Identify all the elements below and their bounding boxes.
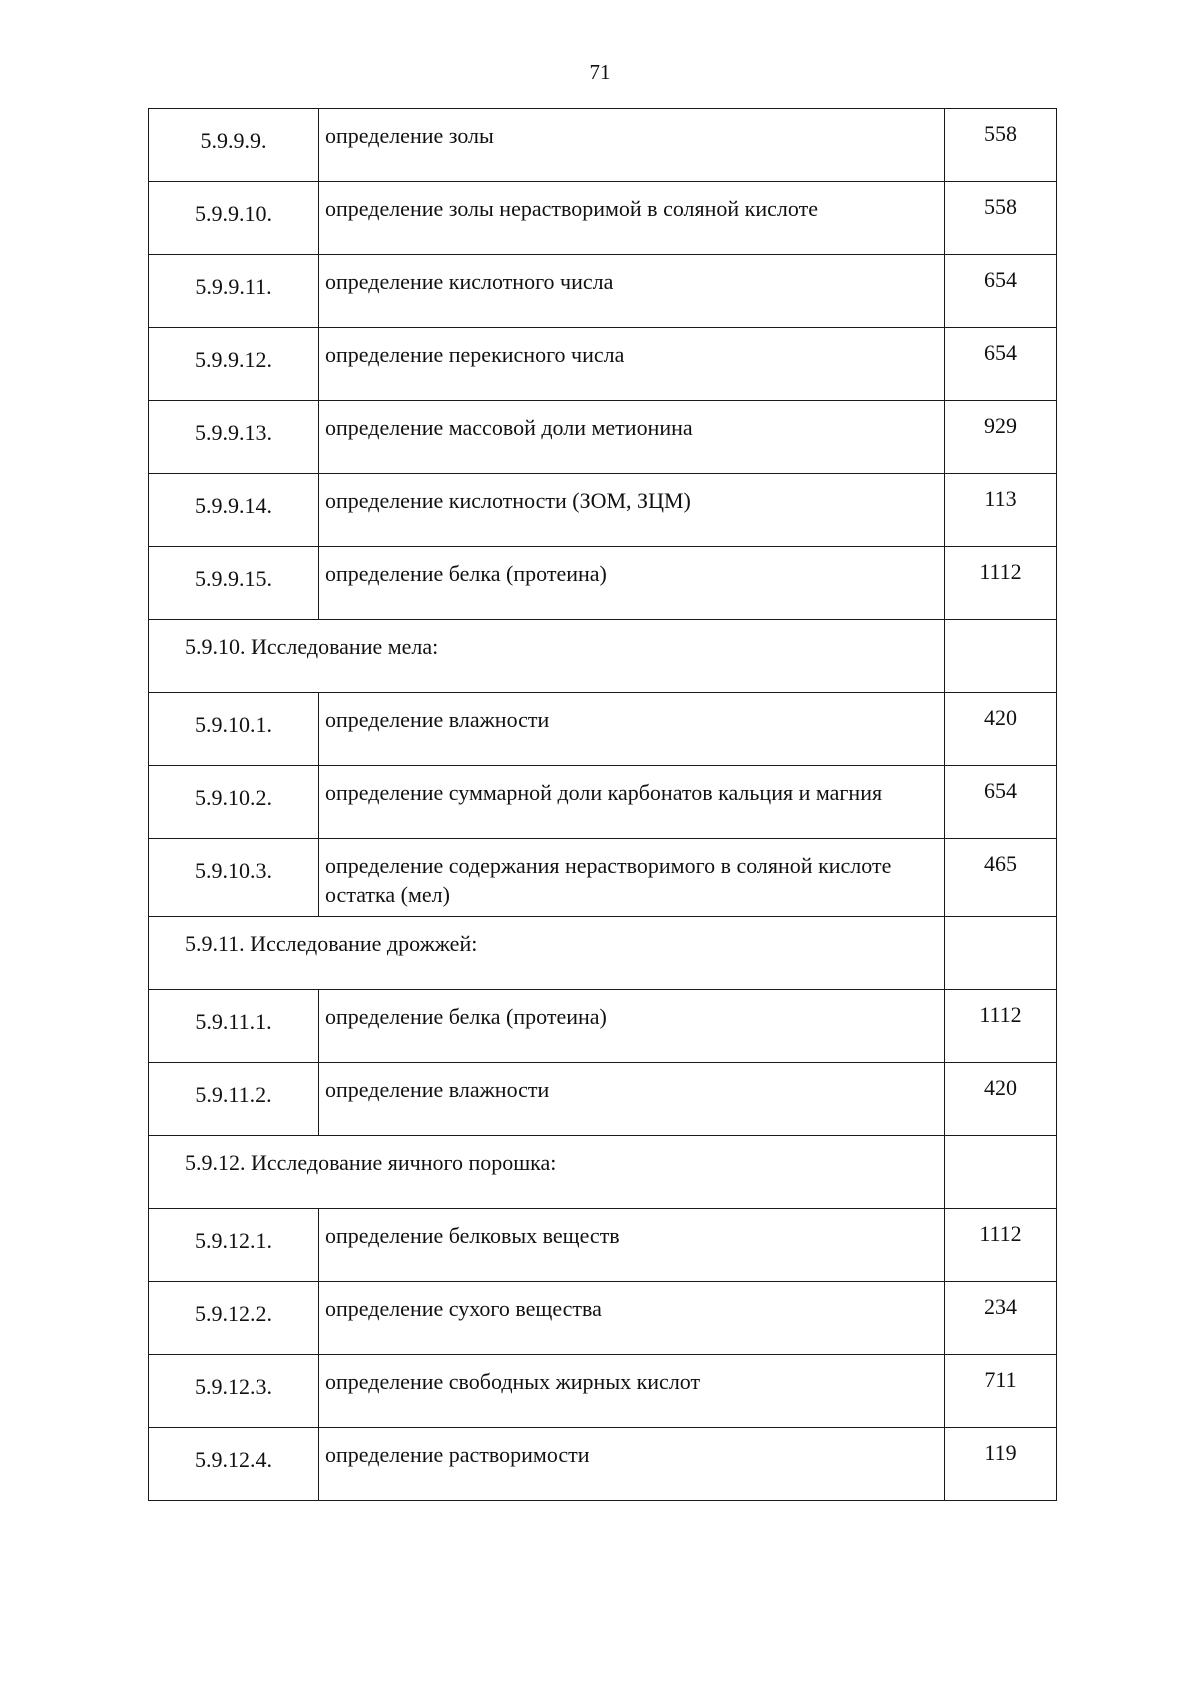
- section-title: 5.9.10. Исследование мела:: [149, 620, 945, 693]
- item-description: определение кислотного числа: [319, 255, 945, 328]
- section-price-empty: [945, 1136, 1057, 1209]
- page-number: 71: [589, 60, 611, 84]
- item-description: определение свободных жирных кислот: [319, 1355, 945, 1428]
- item-code: 5.9.9.15.: [149, 547, 319, 620]
- item-price: 711: [945, 1355, 1057, 1428]
- item-description: определение массовой доли метионина: [319, 401, 945, 474]
- item-price: 929: [945, 401, 1057, 474]
- section-title: 5.9.11. Исследование дрожжей:: [149, 917, 945, 990]
- item-code: 5.9.9.10.: [149, 182, 319, 255]
- section-row: [149, 620, 1057, 693]
- item-description: определение белка (протеина): [319, 547, 945, 620]
- table-row: [149, 109, 1057, 182]
- item-code: 5.9.10.1.: [149, 693, 319, 766]
- section-title: 5.9.12. Исследование яичного порошка:: [149, 1136, 945, 1209]
- item-description: определение золы нерастворимой в соляной кислоте: [319, 182, 945, 255]
- item-price: 465: [945, 839, 1057, 917]
- item-code: 5.9.9.14.: [149, 474, 319, 547]
- item-description: определение влажности: [319, 1063, 945, 1136]
- item-description: определение растворимости: [319, 1428, 945, 1501]
- table-row: [149, 839, 1057, 917]
- item-code: 5.9.12.1.: [149, 1209, 319, 1282]
- item-code: 5.9.12.4.: [149, 1428, 319, 1501]
- item-description: определение белка (протеина): [319, 990, 945, 1063]
- item-price: 420: [945, 693, 1057, 766]
- table-row: [149, 255, 1057, 328]
- item-code: 5.9.9.13.: [149, 401, 319, 474]
- table-row: [149, 328, 1057, 401]
- table-row: [149, 990, 1057, 1063]
- item-price: 1112: [945, 990, 1057, 1063]
- item-description: определение золы: [319, 109, 945, 182]
- table-row: [149, 401, 1057, 474]
- item-description: определение кислотности (ЗОМ, ЗЦМ): [319, 474, 945, 547]
- item-price: 654: [945, 328, 1057, 401]
- item-price: 558: [945, 109, 1057, 182]
- item-price: 1112: [945, 547, 1057, 620]
- item-code: 5.9.9.9.: [149, 109, 319, 182]
- item-code: 5.9.9.11.: [149, 255, 319, 328]
- table-row: [149, 1428, 1057, 1501]
- table-row: [149, 1355, 1057, 1428]
- table-row: [149, 766, 1057, 839]
- item-code: 5.9.11.1.: [149, 990, 319, 1063]
- item-description: определение влажности: [319, 693, 945, 766]
- table-row: [149, 1063, 1057, 1136]
- item-price: 558: [945, 182, 1057, 255]
- table-row: [149, 1209, 1057, 1282]
- item-code: 5.9.10.2.: [149, 766, 319, 839]
- item-code: 5.9.12.3.: [149, 1355, 319, 1428]
- table-row: [149, 182, 1057, 255]
- item-description: определение сухого вещества: [319, 1282, 945, 1355]
- item-price: 654: [945, 255, 1057, 328]
- item-description: определение суммарной доли карбонатов кальция и магния: [319, 766, 945, 839]
- table-row: [149, 474, 1057, 547]
- section-price-empty: [945, 917, 1057, 990]
- item-code: 5.9.10.3.: [149, 839, 319, 917]
- item-price: 654: [945, 766, 1057, 839]
- item-price: 113: [945, 474, 1057, 547]
- item-code: 5.9.12.2.: [149, 1282, 319, 1355]
- section-row: [149, 1136, 1057, 1209]
- table-row: [149, 693, 1057, 766]
- item-price: 420: [945, 1063, 1057, 1136]
- item-description: определение белковых веществ: [319, 1209, 945, 1282]
- price-table: [148, 108, 1057, 1501]
- item-description: определение перекисного числа: [319, 328, 945, 401]
- table-row: [149, 1282, 1057, 1355]
- item-price: 119: [945, 1428, 1057, 1501]
- section-row: [149, 917, 1057, 990]
- section-price-empty: [945, 620, 1057, 693]
- item-price: 234: [945, 1282, 1057, 1355]
- table-row: [149, 547, 1057, 620]
- item-price: 1112: [945, 1209, 1057, 1282]
- item-description: определение содержания нерастворимого в соляной кислоте остатка (мел): [319, 839, 945, 917]
- item-code: 5.9.11.2.: [149, 1063, 319, 1136]
- item-code: 5.9.9.12.: [149, 328, 319, 401]
